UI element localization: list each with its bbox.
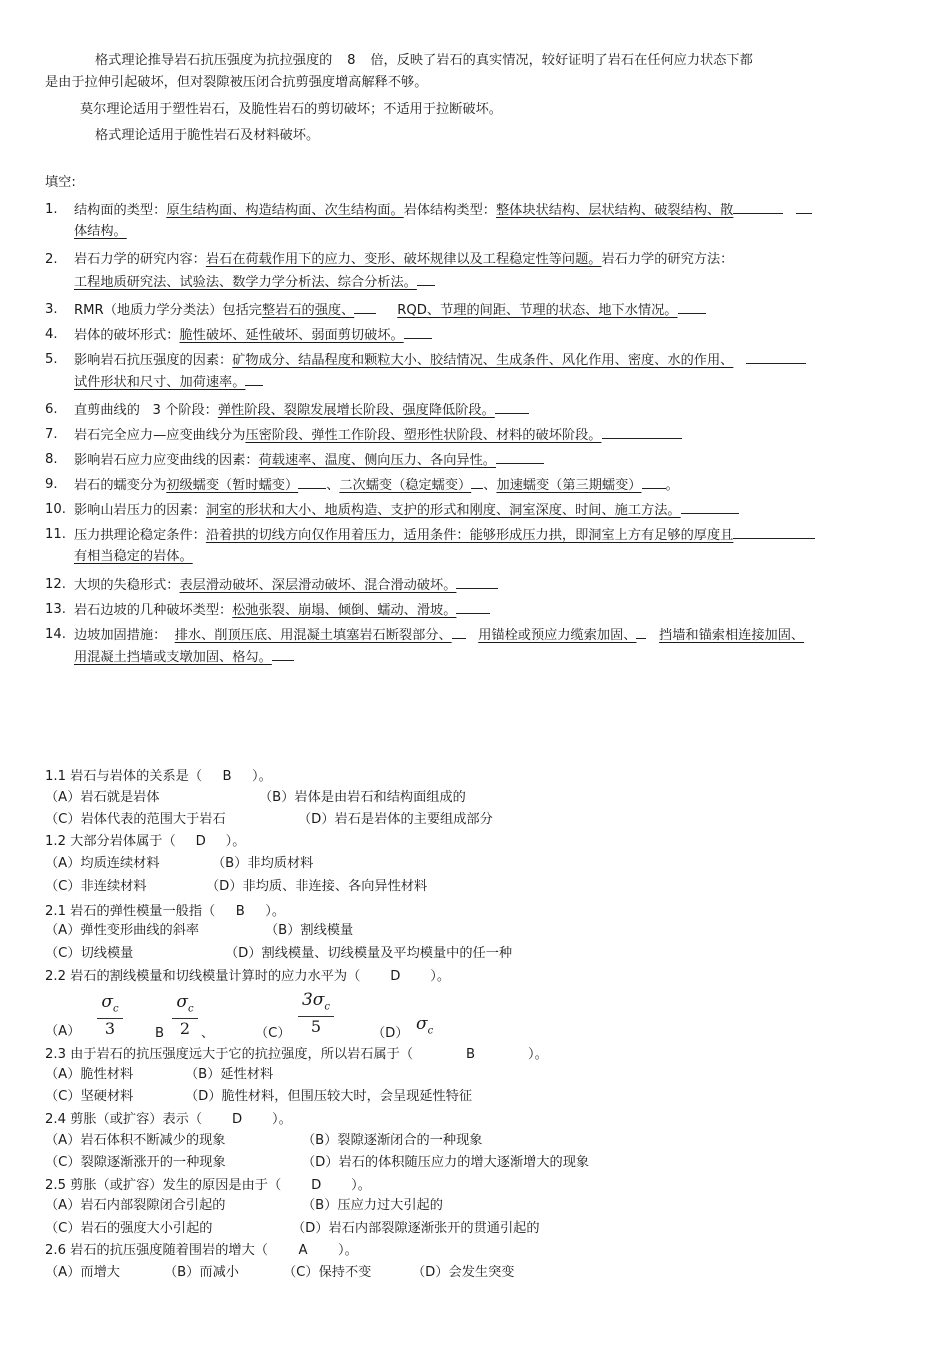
item-mid: 3 个阶段： (152, 403, 218, 418)
blank-line (733, 199, 783, 214)
intro-text: 格式理论推导岩石抗压强度为抗拉强度的 (95, 53, 333, 68)
answer-letter: B (222, 769, 232, 784)
fraction-numerator: $\sigma_c$ (97, 993, 123, 1019)
item-prefix: 大坝的失稳形式： (74, 578, 180, 593)
blank-line (245, 371, 263, 386)
option-d: （D）割线模量、切线模量及平均模量中的任一种 (225, 946, 513, 961)
fill-item-10 (45, 499, 915, 521)
item-prefix: 影响岩石抗压强度的因素： (74, 353, 233, 368)
item-prefix: 压力拱理论稳定条件： (74, 528, 206, 543)
intro-paragraph-1-cont: 是由于拉伸引起破坏，但对裂隙被压闭合抗剪强度增高解释不够。 (45, 75, 428, 90)
option-d: （D）岩石内部裂隙逐渐张开的贯通引起的 (292, 1221, 540, 1236)
answer-letter: D (311, 1178, 322, 1193)
blank-line (796, 199, 812, 214)
fill-item-13 (45, 599, 915, 621)
option-d: （D）岩石的体积随压应力的增大逐渐增大的现象 (302, 1155, 590, 1170)
option-b: （B）割线模量 (265, 923, 354, 938)
answer-letter: B (466, 1047, 476, 1062)
item-answer: 沿着拱的切线方向仅作用着压力，适用条件：能够形成压力拱，即洞室上方有足够的厚度且 (205, 528, 734, 543)
item-answer: 脆性破坏、延性破坏、弱面剪切破坏。 (179, 328, 404, 343)
item-prefix: 岩体的破坏形式： (74, 328, 180, 343)
option-a: （A）脆性材料 (45, 1067, 134, 1082)
fill-item-9 (45, 474, 915, 496)
blank-line (496, 449, 544, 464)
stem-text: 1.1 岩石与岩体的关系是（ (45, 769, 203, 784)
item-number: 13. (45, 602, 66, 617)
item-mid: RQD、 (397, 303, 441, 318)
item-text (74, 299, 914, 322)
item-answer: 节理的间距、节理的状态、地下水情况。 (440, 303, 678, 318)
fill-item-12 (45, 574, 915, 596)
blank-line (636, 624, 646, 639)
option-a: （A）岩石内部裂隙闭合引起的 (45, 1198, 226, 1213)
stem-text: 2.1 岩石的弹性模量一般指（ (45, 904, 216, 919)
item-prefix: 岩石力学的研究内容： (74, 252, 206, 267)
item-number: 1. (45, 202, 58, 217)
item-text (74, 624, 914, 647)
stem-text: 2.2 岩石的割线模量和切线模量计算时的应力水平为（ (45, 969, 361, 984)
blank-line (602, 424, 682, 439)
item-text (74, 599, 914, 622)
item-number: 3. (45, 302, 58, 317)
item-mid: 、 (326, 478, 340, 493)
fill-item-5 (45, 349, 915, 393)
fraction-3-sigma-c-over-5 (298, 991, 334, 1037)
item-prefix: 边坡加固措施： (74, 628, 167, 643)
item-answer: 加速蠕变（第三期蠕变） (496, 478, 642, 493)
item-mid: 岩石力学的研究方法： (601, 252, 734, 267)
answer-letter: D (195, 834, 206, 849)
stem-close: ）。 (225, 834, 246, 849)
intro-paragraph-1 (95, 50, 753, 72)
item-answer-cont (74, 371, 263, 394)
item-answer: 工程地质研究法、试验法、数学力学分析法、综合分析法。 (74, 275, 417, 290)
option-c: （C）裂隙逐渐涨开的一种现象 (45, 1155, 226, 1170)
blank-line (681, 499, 739, 514)
blank-line (456, 574, 498, 589)
item-number: 14. (45, 627, 66, 642)
item-number: 6. (45, 402, 58, 417)
option-c: （C）非连续材料 (45, 879, 147, 894)
blank-line (354, 299, 376, 314)
fraction-numerator: $\sigma_c$ (172, 993, 198, 1019)
answer-letter: D (390, 969, 401, 984)
item-text (74, 349, 914, 372)
blank-line (642, 474, 666, 489)
option-b: （B）裂隙逐渐闭合的一种现象 (302, 1133, 483, 1148)
option-d: （D）非均质、非连接、各向异性材料 (206, 879, 428, 894)
option-c: （C）坚硬材料 (45, 1089, 134, 1104)
stem-close: ）。 (351, 1178, 371, 1193)
item-number: 9. (45, 477, 58, 492)
item-prefix: 岩石边坡的几种破坏类型： (74, 603, 233, 618)
question-2-5-stem (45, 1176, 371, 1196)
fill-item-2 (45, 249, 915, 293)
option-a: （A）而增大 (45, 1265, 120, 1280)
item-answer: 用锚栓或预应力缆索加固、 (478, 628, 637, 643)
blank-line (733, 524, 815, 539)
option-c: （C）岩石的强度大小引起的 (45, 1221, 213, 1236)
sigma-c-symbol: $\sigma_c$ (416, 1014, 434, 1037)
question-2-3-stem (45, 1045, 548, 1065)
blank-line (456, 599, 490, 614)
stem-close: ）。 (528, 1047, 548, 1062)
item-answer: 压密阶段、弹性工作阶段、塑形性状阶段、材料的破坏阶段。 (245, 428, 602, 443)
item-answer: 初级蠕变（暂时蠕变） (166, 478, 299, 493)
question-2-2-stem (45, 967, 450, 987)
option-a: （A）岩石体积不断减少的现象 (45, 1133, 226, 1148)
option-d: （D）脆性材料，但围压较大时，会呈现延性特征 (185, 1089, 473, 1104)
blank-line (272, 646, 294, 661)
stem-text: 2.6 岩石的抗压强度随着围岩的增大（ (45, 1243, 268, 1258)
fraction-numerator: $3\sigma_c$ (298, 991, 334, 1017)
fill-item-1 (45, 199, 915, 243)
fill-item-11 (45, 524, 915, 568)
fill-heading: 填空: (45, 175, 76, 190)
fraction-sigma-c-over-3 (97, 993, 123, 1039)
question-2-6-stem (45, 1241, 358, 1261)
item-answer: 表层滑动破坏、深层滑动破坏、混合滑动破坏。 (179, 578, 457, 593)
item-mid: 、 (483, 478, 497, 493)
item-prefix: 影响岩石应力应变曲线的因素： (74, 453, 259, 468)
item-answer: 洞室的形状和大小、地质构造、支护的形式和刚度、洞室深度、时间、施工方法。 (205, 503, 681, 518)
answer-letter: A (298, 1243, 308, 1258)
option-c: （C）岩体代表的范围大于岩石 (45, 812, 226, 827)
item-number: 7. (45, 427, 58, 442)
stem-close: ）。 (430, 969, 451, 984)
stem-close: ）。 (337, 1243, 358, 1258)
intro-paragraph-3: 格式理论适用于脆性岩石及材料破坏。 (95, 128, 320, 143)
fill-item-7 (45, 424, 915, 446)
fill-item-6 (45, 399, 915, 421)
item-text (74, 449, 914, 472)
item-answer-cont: 有相当稳定的岩体。 (74, 549, 193, 564)
option-d: （D） (372, 1026, 409, 1041)
question-1-2-stem (45, 832, 245, 852)
item-answer-cont (74, 271, 435, 294)
option-b: （B）岩体是由岩石和结构面组成的 (259, 790, 466, 805)
intro-number: 8 (347, 53, 356, 68)
item-answer: 挡墙和锚索相连接加固、 (659, 628, 805, 643)
item-text (74, 524, 914, 547)
question-2-4-stem (45, 1110, 292, 1130)
item-number: 11. (45, 527, 66, 542)
blank-line (298, 474, 326, 489)
blank-line (746, 349, 806, 364)
blank-line (417, 271, 435, 286)
item-end: 。 (665, 478, 679, 493)
option-c: （C）切线模量 (45, 946, 134, 961)
item-text (74, 474, 914, 497)
item-text (74, 499, 914, 522)
item-mid: 岩体结构类型： (403, 203, 496, 218)
question-1-1-stem (45, 767, 272, 787)
item-prefix: 结构面的类型： (74, 203, 167, 218)
item-prefix: 影响山岩压力的因素： (74, 503, 206, 518)
item-prefix: 岩石的蠕变分为 (74, 478, 167, 493)
blank-line (495, 399, 529, 414)
stem-close: ）。 (252, 769, 272, 784)
option-a: （A）岩石就是岩体 (45, 790, 160, 805)
item-number: 5. (45, 352, 58, 367)
option-b: （B）压应力过大引起的 (302, 1198, 443, 1213)
item-answer: 用混凝土挡墙或支墩加固、格勾。 (74, 650, 272, 665)
option-b: （B）延性材料 (185, 1067, 274, 1082)
blank-line (678, 299, 706, 314)
item-text (74, 324, 914, 347)
blank-line (471, 474, 483, 489)
fraction-denominator: 2 (179, 1019, 191, 1039)
option-c: （C） (255, 1026, 291, 1041)
stem-text: 2.5 剪胀（或扩容）发生的原因是由于（ (45, 1178, 282, 1193)
option-b: （B）而减小 (164, 1265, 239, 1280)
fraction-denominator: 5 (310, 1017, 322, 1037)
option-b: （B）非均质材料 (212, 856, 314, 871)
item-text (74, 574, 914, 597)
stem-close: ）。 (265, 904, 286, 919)
stem-text: 2.4 剪胀（或扩容）表示（ (45, 1112, 203, 1127)
item-answer-cont (74, 646, 294, 669)
stem-text: 2.3 由于岩石的抗压强度远大于它的抗拉强度，所以岩石属于（ (45, 1047, 414, 1062)
option-d: （D）会发生突变 (412, 1265, 515, 1280)
answer-letter: B (235, 904, 245, 919)
item-answer: 整岩石的强度、 (261, 303, 355, 318)
item-number: 2. (45, 252, 58, 267)
item-number: 4. (45, 327, 58, 342)
intro-text: 倍，反映了岩石的真实情况，较好证明了岩石在任何应力状态下都 (370, 53, 753, 68)
item-answer: 矿物成分、结晶程度和颗粒大小、胶结情况、生成条件、风化作用、密度、水的作用、 (232, 353, 734, 368)
item-answer: 试件形状和尺寸、加荷速率。 (74, 375, 246, 390)
option-b: B (155, 1026, 165, 1041)
option-a: （A）弹性变形曲线的斜率 (45, 923, 200, 938)
item-answer: 排水、削顶压底、用混凝土填塞岩石断裂部分、 (174, 628, 452, 643)
stem-close: ）。 (272, 1112, 292, 1127)
item-number: 8. (45, 452, 58, 467)
question-2-1-stem (45, 902, 285, 922)
item-text (74, 424, 914, 447)
item-answer: 原生结构面、构造结构面、次生结构面。 (166, 203, 404, 218)
item-text (74, 399, 914, 422)
item-number: 10. (45, 502, 66, 517)
item-prefix: 岩石完全应力—应变曲线分为 (74, 428, 246, 443)
stem-text: 1.2 大部分岩体属于（ (45, 834, 176, 849)
blank-line (452, 624, 466, 639)
item-answer: 松弛张裂、崩塌、倾倒、蠕动、滑坡。 (232, 603, 457, 618)
option-separator: 、 (201, 1026, 215, 1041)
fill-item-3 (45, 299, 915, 321)
answer-letter: D (231, 1112, 243, 1127)
item-answer: 整体块状结构、层状结构、破裂结构、散 (496, 203, 734, 218)
option-a: （A） (45, 1024, 81, 1039)
blank-line (404, 324, 432, 339)
item-answer: 弹性阶段、裂隙发展增长阶段、强度降低阶段。 (217, 403, 495, 418)
option-d: （D）岩石是岩体的主要组成部分 (298, 812, 493, 827)
fill-item-8 (45, 449, 915, 471)
item-answer: 岩石在荷载作用下的应力、变形、破坏规律以及工程稳定性等问题。 (205, 252, 602, 267)
item-text (74, 199, 914, 222)
fill-item-14 (45, 624, 915, 668)
item-number: 12. (45, 577, 66, 592)
option-a: （A）均质连续材料 (45, 856, 160, 871)
fill-item-4 (45, 324, 915, 346)
item-text (74, 249, 914, 271)
fraction-denominator: 3 (104, 1019, 116, 1039)
intro-paragraph-2: 莫尔理论适用于塑性岩石，及脆性岩石的剪切破坏；不适用于拉断破坏。 (80, 102, 502, 117)
item-prefix: 直剪曲线的 (74, 403, 140, 418)
item-answer: 荷载速率、温度、侧向压力、各向异性。 (258, 453, 496, 468)
item-answer-cont: 体结构。 (74, 224, 127, 239)
option-c: （C）保持不变 (283, 1265, 372, 1280)
item-prefix: RMR（地质力学分类法）包括完 (74, 303, 262, 318)
fraction-sigma-c-over-2 (172, 993, 198, 1039)
item-answer: 二次蠕变（稳定蠕变） (339, 478, 472, 493)
